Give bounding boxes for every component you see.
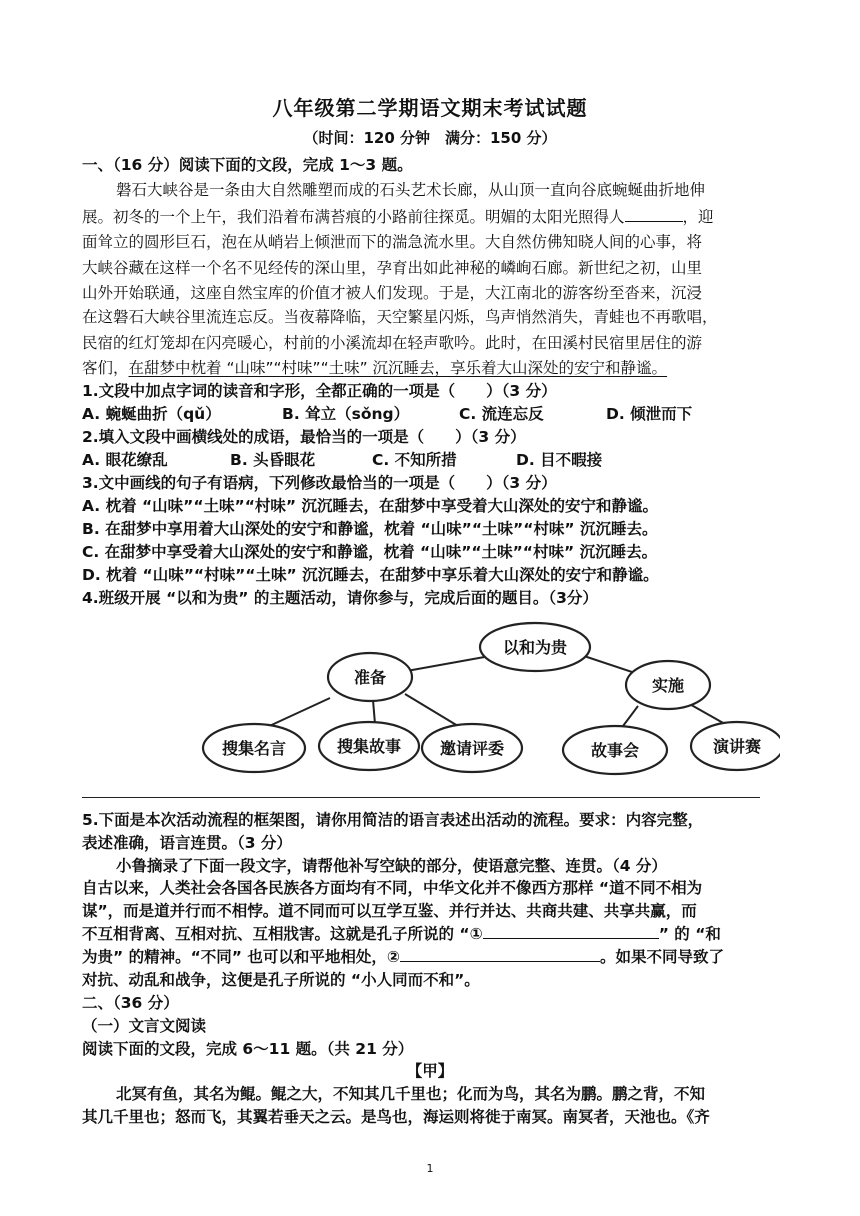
q1-option-d: D. 倾泄而下 <box>606 405 693 423</box>
q2-option-a: A. 眼花缭乱 <box>82 451 168 469</box>
fill-line <box>82 947 782 967</box>
node-root-label: 以和为贵 <box>502 638 568 657</box>
question-5: 5.下面是本次活动流程的框架图，请你用简洁的语言表述出活动的流程。要求：内容完整， <box>82 811 704 829</box>
q1-option-a: A. 蜿蜒曲折（qǔ） <box>82 405 221 423</box>
question-3: 3.文中画线的句子有语病，下列修改最恰当的一项是（ ）（3 分） <box>82 474 557 492</box>
passage-line: 面耸立的圆形巨石，泡在从峭岩上倾泄而下的湍急流水里。大自然仿佛知晓人间的心事，将 <box>82 233 703 251</box>
passage-line: 山外开始联通，这座自然宝库的价值才被人们发现。于是，大江南北的游客纷至沓来，沉浸 <box>82 284 703 302</box>
node-speech-contest-label: 演讲赛 <box>712 737 762 756</box>
answer-blank-2 <box>400 947 600 962</box>
q1-option-c: C. 流连忘反 <box>459 405 544 423</box>
fill-text: 不互相背离、互相对抗、互相戕害。这就是孔子所说的 “① <box>82 925 483 943</box>
subsection-heading: （一）文言文阅读 <box>82 1017 207 1035</box>
fill-text: 。如果不同导致了 <box>599 948 724 966</box>
q3-option-c: C. 在甜梦中享受着大山深处的安宁和静谧，枕着 “山味”“土味”“村味” 沉沉睡去。 <box>82 543 658 561</box>
q2-option-c: C. 不知所措 <box>372 451 457 469</box>
question-2: 2.填入文段中画横线处的成语，最恰当的一项是（ ）（3 分） <box>82 428 526 446</box>
q2-option-b: B. 头昏眼花 <box>230 451 316 469</box>
passage-line: 在这磐石大峡谷里流连忘反。当夜幕降临，天空繁星闪烁，鸟声悄然消失，青蛙也不再歌唱， <box>82 308 718 326</box>
question-5-cont: 表述准确，语言连贯。（3 分） <box>82 834 292 852</box>
passage-line <box>82 207 782 227</box>
fill-line <box>82 924 782 944</box>
passage-line: 磐石大峡谷是一条由大自然雕塑而成的石头艺术长廊，从山顶一直向谷底蜿蜒曲折地伸 <box>116 181 706 199</box>
passage-line: 大峡谷藏在这样一个名不见经传的深山里，孕育出如此神秘的嶙峋石廊。新世纪之初，山里 <box>82 259 703 277</box>
classical-line: 其几千里也；怒而飞，其翼若垂天之云。是鸟也，海运则将徙于南冥。南冥者，天池也。《齐 <box>82 1108 710 1126</box>
node-implement-label: 实施 <box>651 676 685 695</box>
question-1: 1.文段中加点字词的读音和字形，全都正确的一项是（ ）（3 分） <box>82 382 557 400</box>
node-collect-quotes-label: 搜集名言 <box>221 739 287 758</box>
section-2-heading: 二、（36 分） <box>82 994 179 1012</box>
exam-info: （时间：120 分钟 满分：150 分） <box>303 129 557 147</box>
node-prepare-label: 准备 <box>353 668 387 687</box>
question-4: 4.班级开展 “以和为贵” 的主题活动，请你参与，完成后面的题目。（3分） <box>82 589 598 607</box>
answer-blank-1 <box>483 924 659 939</box>
divider-line <box>82 797 760 798</box>
classical-line: 北冥有鱼，其名为鲲。鲲之大，不知其几千里也；化而为鸟，其名为鹏。鹏之背，不知 <box>116 1085 706 1103</box>
question-6-intro: 小鲁摘录了下面一段文字，请帮他补写空缺的部分，使语意完整、连贯。（4 分） <box>116 857 667 875</box>
fill-text: 为贵” 的精神。“不同” 也可以和平地相处，② <box>82 948 400 966</box>
answer-blank <box>625 207 683 222</box>
passage-line <box>82 358 782 378</box>
passage-line: 民宿的红灯笼却在闪亮暖心，村前的小溪流却在轻声歌吟。此时，在田溪村民宿里居住的游 <box>82 334 703 352</box>
node-story-meeting-label: 故事会 <box>590 741 640 760</box>
page-number: 1 <box>426 1162 434 1175</box>
text-label-jia: 【甲】 <box>406 1062 454 1080</box>
passage-text: ，迎 <box>682 208 714 226</box>
section-1-heading: 一、（16 分）阅读下面的文段，完成 1～3 题。 <box>82 156 413 174</box>
q1-option-b: B. 耸立（sǒng） <box>282 405 410 423</box>
passage-text: 客们， <box>82 359 129 377</box>
underlined-sentence: 在甜梦中枕着 “山味”“村味”“土味” 沉沉睡去，享乐着大山深处的安宁和静谧。 <box>128 359 668 377</box>
fill-line: 对抗、动乱和战争，这便是孔子所说的 “小人同而不和”。 <box>82 971 480 989</box>
node-invite-judges-label: 邀请评委 <box>439 739 505 758</box>
subsection-intro: 阅读下面的文段，完成 6～11 题。（共 21 分） <box>82 1040 414 1058</box>
q3-option-b: B. 在甜梦中享用着大山深处的安宁和静谧，枕着 “山味”“土味”“村味” 沉沉睡去。 <box>82 520 658 538</box>
fill-line: 自古以来，人类社会各国各民族各方面均有不同，中华文化并不像西方那样 “道不同不相为 <box>82 879 703 897</box>
q3-option-a: A. 枕着 “山味”“土味”“村味” 沉沉睡去，在甜梦中享受着大山深处的安宁和静谧。 <box>82 497 658 515</box>
q2-option-d: D. 目不暇接 <box>516 451 603 469</box>
fill-line: 谋”，而是道并行而不相悖。道不同而可以互学互鉴、并行并达、共商共建、共享共赢，而 <box>82 902 697 920</box>
page-title: 八年级第二学期语文期末考试试题 <box>272 96 588 120</box>
passage-text: 展。初冬的一个上午，我们沿着布满苔痕的小路前往探觅。明媚的太阳光照得人 <box>82 208 625 226</box>
fill-text: ” 的 “和 <box>658 925 721 943</box>
node-collect-stories-label: 搜集故事 <box>336 737 402 756</box>
activity-tree-diagram <box>190 612 780 784</box>
q3-option-d: D. 枕着 “山味”“村味”“土味” 沉沉睡去，在甜梦中享乐着大山深处的安宁和静谧。 <box>82 566 659 584</box>
